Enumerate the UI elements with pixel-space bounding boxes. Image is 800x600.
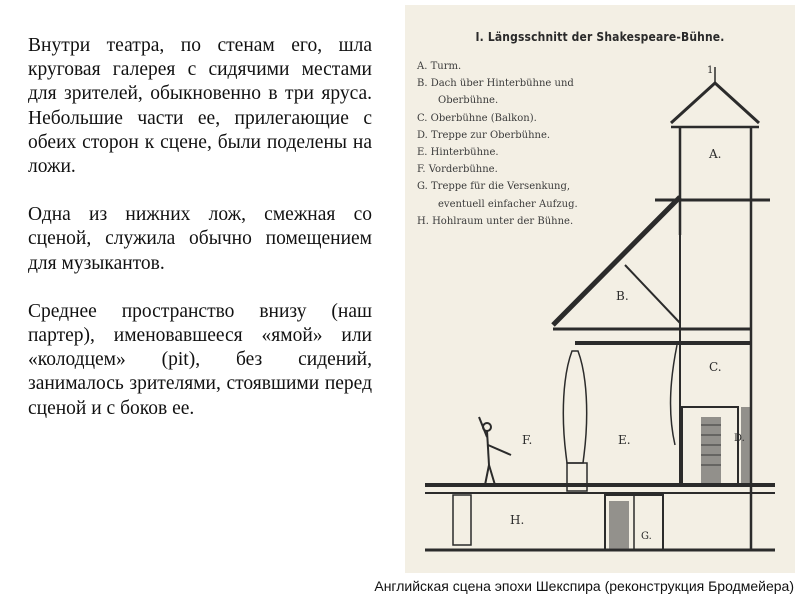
tower-number-label: 1 <box>707 65 714 76</box>
label-g: G. <box>641 531 652 542</box>
paragraph-gallery: Внутри театра, по стенам его, шла круговая галерея с сидячими местами для зрителей, обыкновенно в три яруса. Небольшие части ее, прилегающие с обеих сторон к сцене, были поделены на ложи. <box>28 35 372 178</box>
label-h: H. <box>510 513 525 527</box>
label-f: F. <box>522 433 533 447</box>
figure-caption: Английская сцена эпохи Шекспира (реконструкция Бродмейера) <box>374 578 794 594</box>
legend-item-b-cont: Oberbühne. <box>438 95 499 107</box>
legend-item-h: H. Hohlraum unter der Bühne. <box>417 215 574 227</box>
label-a: A. <box>709 147 722 161</box>
label-d: D. <box>734 433 745 444</box>
legend-item-g-cont: eventuell einfacher Aufzug. <box>438 198 578 210</box>
legend-item-f: F. Vorderbühne. <box>417 164 498 176</box>
paragraph-pit: Среднее пространство внизу (наш партер), именовавшееся «ямой» или «колодцем» (pit), без сидений, занималось зрителями, стоявшими перед сценой и с боков ее. <box>28 300 372 419</box>
actor-figure <box>479 417 511 485</box>
body-text <box>28 34 372 445</box>
legend-item-c: C. Oberbühne (Balkon). <box>417 112 537 124</box>
legend-item-g: G. Treppe für die Versenkung, <box>417 181 571 193</box>
stage-column <box>563 351 586 463</box>
backstage-curtain <box>671 345 677 445</box>
front-support-post <box>453 495 471 545</box>
paragraph-musicians: Одна из нижних лож, смежная со сценой, служила обычно помещением для музыкантов. <box>28 204 372 274</box>
label-b: B. <box>616 289 629 303</box>
stair-hatch <box>701 417 721 483</box>
tower-wall-hatch <box>741 407 750 483</box>
figure-legend <box>417 58 627 230</box>
stage-cross-section-figure <box>405 5 795 573</box>
trap-hatch-left <box>609 501 629 549</box>
roof-strut <box>625 265 680 323</box>
tower-roof <box>671 83 759 123</box>
legend-item-a: A. Turm. <box>417 61 462 72</box>
legend-item-b: B. Dach über Hinterbühne und <box>417 78 574 90</box>
legend-item-d: D. Treppe zur Oberbühne. <box>417 129 551 141</box>
figure-title: I. Längsschnitt der Shakespeare-Bühne. <box>475 29 725 44</box>
label-c: C. <box>709 360 722 374</box>
legend-item-e: E. Hinterbühne. <box>417 147 499 159</box>
label-e: E. <box>618 433 631 447</box>
